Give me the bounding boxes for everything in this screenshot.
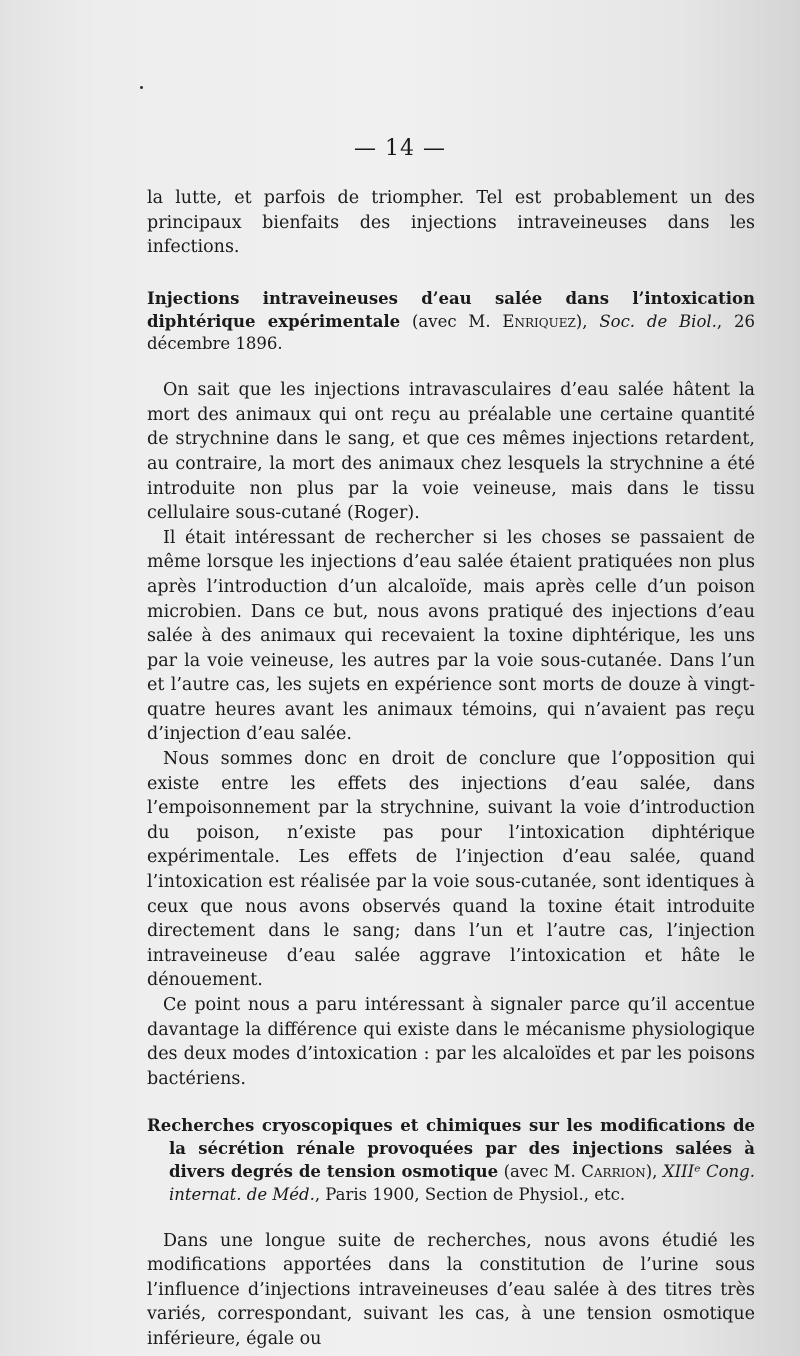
paragraph-conclusion: Nous sommes donc en droit de conclure que l’opposition qui existe entre les effets des injections d’eau salée, dans l’empoisonnement par la strychnine, suivant la voie d’introduction du poison, n’existe pas pour l’intoxication diphtérique expérimentale. Les effets de l’injection d’eau salée, quand l’intoxication est réalisée par la voie sous-cutanée, sont identiques à ceux que nous avons observés quand la toxine était introduite directement dans le sang; dans l’un et l’autre cas, l’injection intraveineuse d’eau salée aggrave l’intoxication et hâte le dénouement. [147,749,755,991]
paragraph-renal-research: Dans une longue suite de recherches, nous avons étudié les modifications apportées dans la constitution de l’urine sous l’influence d’injections intraveineuses d’eau salée à des titres très variés, correspondant, suivant les cas, à une tension osmotique inférieure, égale ou [147,1230,755,1349]
heading-place: , Paris 1900, Section de Physiol., etc. [314,1184,626,1204]
heading-congress: XIIIᵉ Cong. internat. de Méd. [169,1161,755,1204]
ink-speck [140,86,143,89]
heading-separator: ), [645,1161,663,1181]
heading-with: (avec M. [400,311,503,331]
heading-title: Recherches cryoscopiques et chimiques sur les modifications de la sécrétion rénale provoquées par des injections salées à divers degrés de tension osmotique [147,1116,755,1181]
page-body [147,186,755,1352]
section-heading-cryoscopic [147,1115,755,1206]
page-number: — 14 — [354,136,446,161]
paragraph-microbial-poison: Il était intéressant de rechercher si les choses se passaient de même lorsque les injections d’eau salée étaient pratiquées non plus après l’introduction d’un alcaloïde, mais après celle d’un poison microbien. Dans ce but, nous avons pratiqué des injections d’eau salée à des animaux qui recevaient la toxine diphtérique, les uns par la voie veineuse, les autres par la voie sous-cutanée. Dans l’un et l’autre cas, les sujets en expérience sont morts de douze à vingt-quatre heures avant les animaux témoins, qui n’avaient pas reçu d’injection d’eau salée. [147,527,755,745]
heading-title: Injections intraveineuses d’eau salée dans l’intoxication diphtérique expérimentale [147,288,755,331]
heading-journal: Soc. de Biol. [599,311,717,331]
paragraph-strychnine: On sait que les injections intravasculaires d’eau salée hâtent la mort des animaux qui ont reçu au préalable une certaine quantité de strychnine dans le sang, et que ces mêmes injections retardent, au contraire, la mort des animaux chez lesquels la strychnine a été introduite non plus par la voie veineuse, mais dans le tissu cellulaire sous-cutané (Roger). [147,380,755,524]
paragraph-mechanism: Ce point nous a paru intéressant à signaler parce qu’il accentue davantage la différence qui existe dans le mécanisme physiologique des deux modes d’intoxication : par les alcaloïdes et par les poisons bactériens. [147,995,755,1089]
heading-author: Carrion [581,1161,646,1181]
heading-author: Enriquez [502,311,576,331]
heading-separator: ), [575,311,600,331]
section-heading-diphtheria [147,288,755,356]
heading-date: , 26 décembre 1896. [147,311,755,354]
heading-with: (avec M. [498,1161,582,1181]
paragraph-continuation: la lutte, et parfois de triompher. Tel est probablement un des principaux bienfaits des injections intraveineuses dans les infections. [147,188,755,258]
